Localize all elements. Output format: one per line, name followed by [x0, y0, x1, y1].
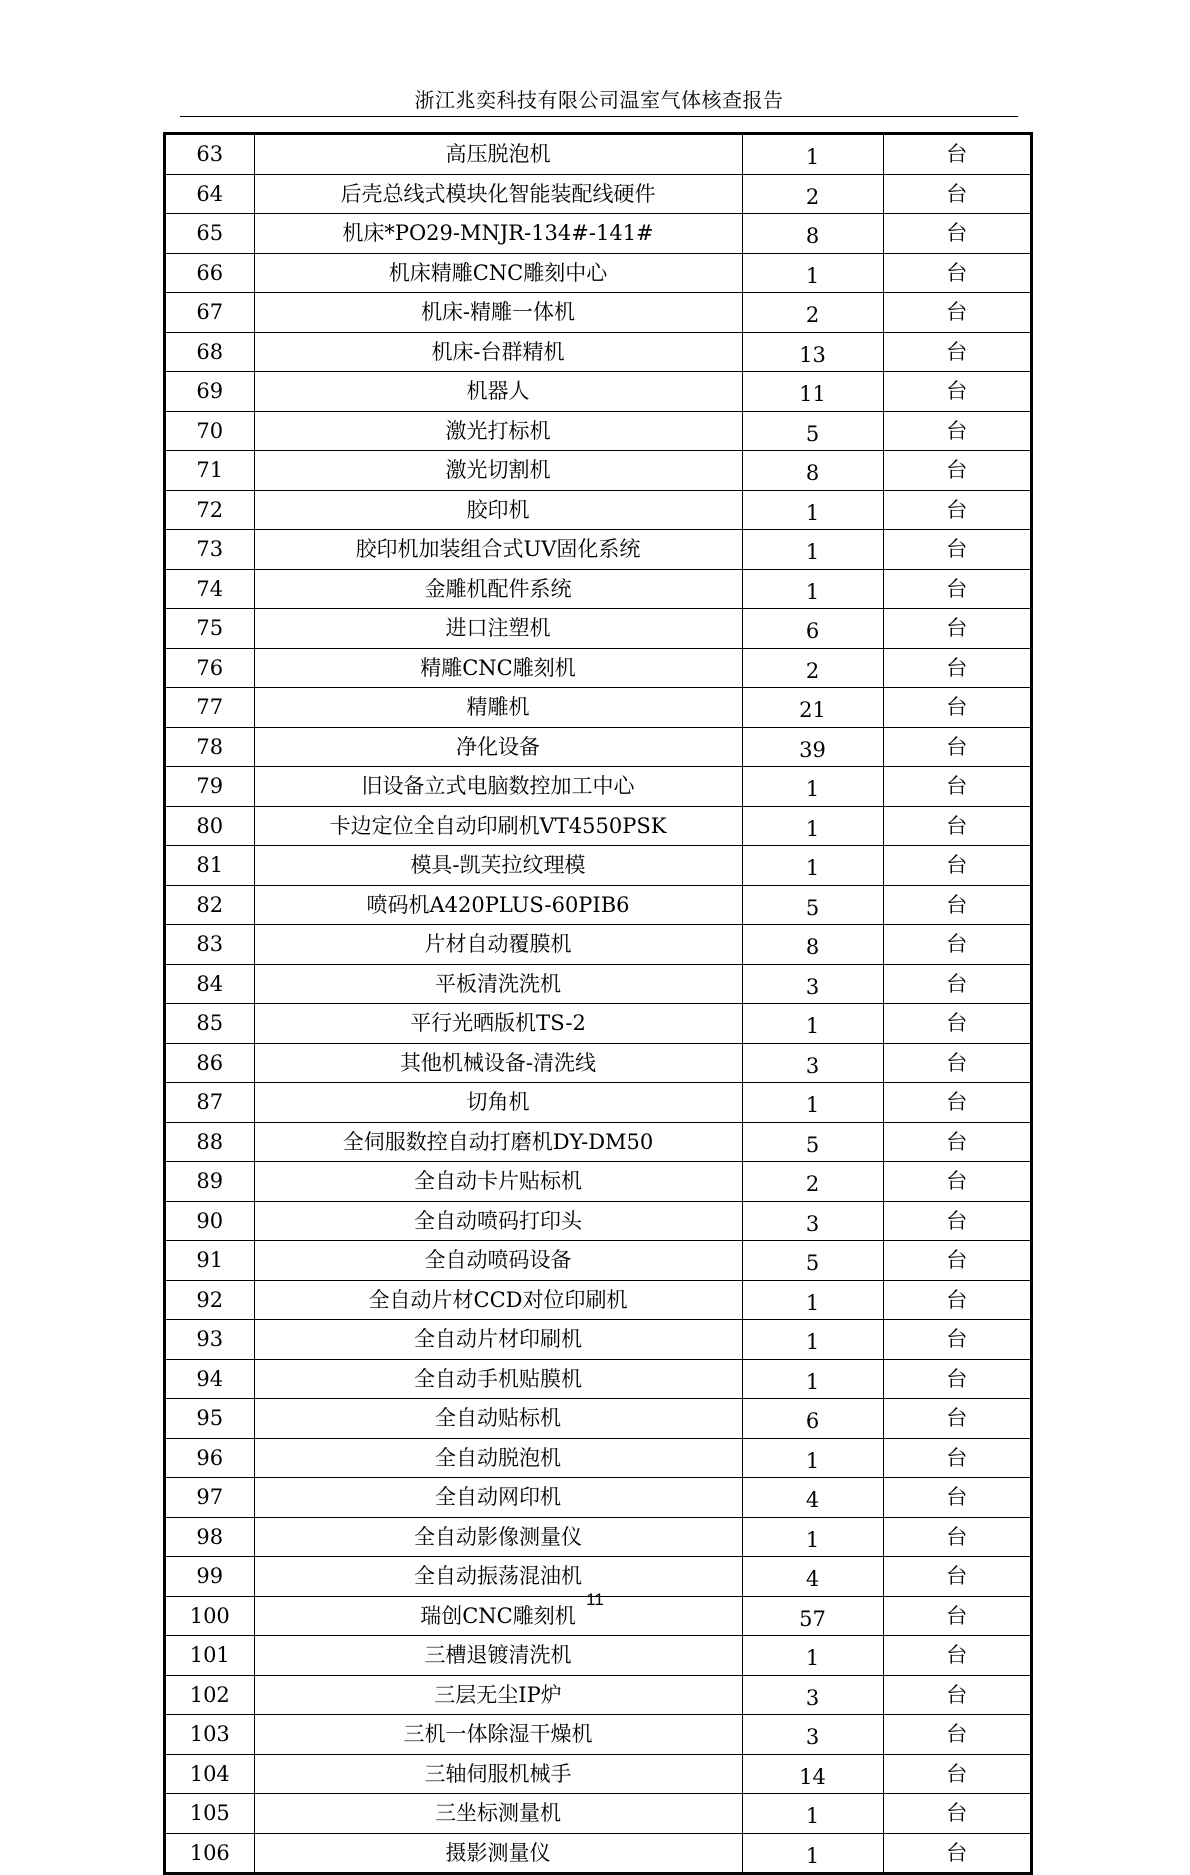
- unit-cell: 台: [883, 253, 1030, 293]
- table-row: [166, 451, 1030, 491]
- equipment-name-cell: 全自动振荡混油机: [254, 1557, 742, 1597]
- table-row: [166, 1359, 1030, 1399]
- row-number-cell: 77: [166, 688, 254, 728]
- equipment-name-cell: 全自动贴标机: [254, 1399, 742, 1439]
- row-number-cell: 64: [166, 174, 254, 214]
- table-row: [166, 1675, 1030, 1715]
- row-number-cell: 97: [166, 1478, 254, 1518]
- equipment-name-cell: 其他机械设备-清洗线: [254, 1043, 742, 1083]
- unit-cell: 台: [883, 1715, 1030, 1755]
- table-row: [166, 648, 1030, 688]
- equipment-name-cell: 三坐标测量机: [254, 1794, 742, 1834]
- table-row: [166, 1201, 1030, 1241]
- equipment-name-cell: 片材自动覆膜机: [254, 925, 742, 965]
- row-number-cell: 76: [166, 648, 254, 688]
- quantity-cell: 1: [742, 1636, 883, 1676]
- equipment-name-cell: 三轴伺服机械手: [254, 1754, 742, 1794]
- unit-cell: 台: [883, 1517, 1030, 1557]
- quantity-cell: 1: [742, 135, 883, 174]
- table-row: [166, 372, 1030, 412]
- unit-cell: 台: [883, 530, 1030, 570]
- equipment-name-cell: 摄影测量仪: [254, 1833, 742, 1872]
- row-number-cell: 79: [166, 767, 254, 807]
- table-row: [166, 214, 1030, 254]
- unit-cell: 台: [883, 609, 1030, 649]
- unit-cell: 台: [883, 451, 1030, 491]
- equipment-name-cell: 胶印机: [254, 490, 742, 530]
- table-row: [166, 1517, 1030, 1557]
- equipment-name-cell: 机床-台群精机: [254, 332, 742, 372]
- table-row: [166, 332, 1030, 372]
- table-row: [166, 688, 1030, 728]
- table-row: [166, 530, 1030, 570]
- quantity-cell: 5: [742, 1122, 883, 1162]
- unit-cell: 台: [883, 964, 1030, 1004]
- quantity-cell: 3: [742, 1715, 883, 1755]
- quantity-cell: 5: [742, 1241, 883, 1281]
- table-row: [166, 1438, 1030, 1478]
- equipment-name-cell: 机床-精雕一体机: [254, 293, 742, 333]
- quantity-cell: 1: [742, 846, 883, 886]
- equipment-name-cell: 全自动喷码设备: [254, 1241, 742, 1281]
- unit-cell: 台: [883, 846, 1030, 886]
- row-number-cell: 91: [166, 1241, 254, 1281]
- row-number-cell: 66: [166, 253, 254, 293]
- equipment-name-cell: 金雕机配件系统: [254, 569, 742, 609]
- unit-cell: 台: [883, 1280, 1030, 1320]
- equipment-name-cell: 后壳总线式模块化智能装配线硬件: [254, 174, 742, 214]
- equipment-name-cell: 全自动片材印刷机: [254, 1320, 742, 1360]
- unit-cell: 台: [883, 1833, 1030, 1872]
- row-number-cell: 75: [166, 609, 254, 649]
- row-number-cell: 92: [166, 1280, 254, 1320]
- row-number-cell: 71: [166, 451, 254, 491]
- quantity-cell: 1: [742, 1320, 883, 1360]
- equipment-name-cell: 净化设备: [254, 727, 742, 767]
- equipment-table-body: [166, 135, 1030, 1872]
- quantity-cell: 1: [742, 1083, 883, 1123]
- equipment-name-cell: 卡边定位全自动印刷机VT4550PSK: [254, 806, 742, 846]
- quantity-cell: 1: [742, 806, 883, 846]
- quantity-cell: 1: [742, 569, 883, 609]
- unit-cell: 台: [883, 1162, 1030, 1202]
- quantity-cell: 1: [742, 1004, 883, 1044]
- equipment-name-cell: 全自动喷码打印头: [254, 1201, 742, 1241]
- table-row: [166, 1241, 1030, 1281]
- row-number-cell: 101: [166, 1636, 254, 1676]
- row-number-cell: 69: [166, 372, 254, 412]
- unit-cell: 台: [883, 1596, 1030, 1636]
- unit-cell: 台: [883, 135, 1030, 174]
- row-number-cell: 73: [166, 530, 254, 570]
- unit-cell: 台: [883, 1438, 1030, 1478]
- unit-cell: 台: [883, 806, 1030, 846]
- table-row: [166, 174, 1030, 214]
- unit-cell: 台: [883, 1320, 1030, 1360]
- equipment-name-cell: 全伺服数控自动打磨机DY-DM50: [254, 1122, 742, 1162]
- unit-cell: 台: [883, 767, 1030, 807]
- quantity-cell: 4: [742, 1478, 883, 1518]
- row-number-cell: 65: [166, 214, 254, 254]
- quantity-cell: 2: [742, 648, 883, 688]
- quantity-cell: 1: [742, 490, 883, 530]
- equipment-name-cell: 机床*PO29-MNJR-134#-141#: [254, 214, 742, 254]
- equipment-name-cell: 胶印机加装组合式UV固化系统: [254, 530, 742, 570]
- equipment-name-cell: 三槽退镀清洗机: [254, 1636, 742, 1676]
- table-row: [166, 925, 1030, 965]
- row-number-cell: 98: [166, 1517, 254, 1557]
- row-number-cell: 102: [166, 1675, 254, 1715]
- equipment-name-cell: 瑞创CNC雕刻机: [254, 1596, 742, 1636]
- equipment-name-cell: 喷码机A420PLUS-60PIB6: [254, 885, 742, 925]
- equipment-table: [163, 132, 1033, 1875]
- quantity-cell: 5: [742, 411, 883, 451]
- quantity-cell: 6: [742, 609, 883, 649]
- quantity-cell: 1: [742, 253, 883, 293]
- row-number-cell: 87: [166, 1083, 254, 1123]
- unit-cell: 台: [883, 569, 1030, 609]
- quantity-cell: 6: [742, 1399, 883, 1439]
- quantity-cell: 1: [742, 767, 883, 807]
- row-number-cell: 83: [166, 925, 254, 965]
- quantity-cell: 8: [742, 925, 883, 965]
- equipment-name-cell: 三层无尘IP炉: [254, 1675, 742, 1715]
- row-number-cell: 105: [166, 1794, 254, 1834]
- equipment-name-cell: 全自动片材CCD对位印刷机: [254, 1280, 742, 1320]
- row-number-cell: 82: [166, 885, 254, 925]
- quantity-cell: 8: [742, 214, 883, 254]
- table-row: [166, 1399, 1030, 1439]
- table-row: [166, 569, 1030, 609]
- table-row: [166, 767, 1030, 807]
- quantity-cell: 14: [742, 1754, 883, 1794]
- table-row: [166, 885, 1030, 925]
- unit-cell: 台: [883, 293, 1030, 333]
- table-row: [166, 727, 1030, 767]
- row-number-cell: 106: [166, 1833, 254, 1872]
- equipment-name-cell: 精雕CNC雕刻机: [254, 648, 742, 688]
- unit-cell: 台: [883, 1636, 1030, 1676]
- unit-cell: 台: [883, 1201, 1030, 1241]
- equipment-name-cell: 精雕机: [254, 688, 742, 728]
- unit-cell: 台: [883, 925, 1030, 965]
- table-row: [166, 1794, 1030, 1834]
- equipment-name-cell: 高压脱泡机: [254, 135, 742, 174]
- quantity-cell: 11: [742, 372, 883, 412]
- unit-cell: 台: [883, 1083, 1030, 1123]
- table-row: [166, 1083, 1030, 1123]
- row-number-cell: 95: [166, 1399, 254, 1439]
- table-row: [166, 253, 1030, 293]
- row-number-cell: 81: [166, 846, 254, 886]
- row-number-cell: 103: [166, 1715, 254, 1755]
- equipment-name-cell: 模具-凯芙拉纹理模: [254, 846, 742, 886]
- unit-cell: 台: [883, 1043, 1030, 1083]
- page-number: 11: [586, 1590, 604, 1609]
- table-row: [166, 135, 1030, 174]
- quantity-cell: 3: [742, 964, 883, 1004]
- quantity-cell: 2: [742, 1162, 883, 1202]
- unit-cell: 台: [883, 1359, 1030, 1399]
- quantity-cell: 21: [742, 688, 883, 728]
- equipment-name-cell: 切角机: [254, 1083, 742, 1123]
- equipment-name-cell: 激光打标机: [254, 411, 742, 451]
- unit-cell: 台: [883, 1004, 1030, 1044]
- table-row: [166, 1754, 1030, 1794]
- quantity-cell: 2: [742, 174, 883, 214]
- quantity-cell: 1: [742, 1280, 883, 1320]
- row-number-cell: 89: [166, 1162, 254, 1202]
- row-number-cell: 63: [166, 135, 254, 174]
- quantity-cell: 1: [742, 1438, 883, 1478]
- quantity-cell: 1: [742, 1359, 883, 1399]
- quantity-cell: 1: [742, 1517, 883, 1557]
- row-number-cell: 100: [166, 1596, 254, 1636]
- quantity-cell: 1: [742, 530, 883, 570]
- unit-cell: 台: [883, 885, 1030, 925]
- row-number-cell: 90: [166, 1201, 254, 1241]
- equipment-name-cell: 全自动脱泡机: [254, 1438, 742, 1478]
- row-number-cell: 88: [166, 1122, 254, 1162]
- row-number-cell: 84: [166, 964, 254, 1004]
- quantity-cell: 39: [742, 727, 883, 767]
- row-number-cell: 70: [166, 411, 254, 451]
- equipment-name-cell: 激光切割机: [254, 451, 742, 491]
- unit-cell: 台: [883, 214, 1030, 254]
- equipment-name-cell: 进口注塑机: [254, 609, 742, 649]
- row-number-cell: 86: [166, 1043, 254, 1083]
- table-row: [166, 1162, 1030, 1202]
- equipment-name-cell: 机器人: [254, 372, 742, 412]
- unit-cell: 台: [883, 1122, 1030, 1162]
- unit-cell: 台: [883, 411, 1030, 451]
- unit-cell: 台: [883, 1399, 1030, 1439]
- table-row: [166, 964, 1030, 1004]
- quantity-cell: 8: [742, 451, 883, 491]
- equipment-name-cell: 平板清洗洗机: [254, 964, 742, 1004]
- row-number-cell: 72: [166, 490, 254, 530]
- unit-cell: 台: [883, 1675, 1030, 1715]
- quantity-cell: 5: [742, 885, 883, 925]
- quantity-cell: 1: [742, 1833, 883, 1872]
- quantity-cell: 13: [742, 332, 883, 372]
- equipment-name-cell: 全自动影像测量仪: [254, 1517, 742, 1557]
- row-number-cell: 68: [166, 332, 254, 372]
- unit-cell: 台: [883, 1754, 1030, 1794]
- row-number-cell: 99: [166, 1557, 254, 1597]
- row-number-cell: 74: [166, 569, 254, 609]
- quantity-cell: 57: [742, 1596, 883, 1636]
- unit-cell: 台: [883, 1794, 1030, 1834]
- table-row: [166, 1715, 1030, 1755]
- unit-cell: 台: [883, 490, 1030, 530]
- table-row: [166, 609, 1030, 649]
- table-row: [166, 1478, 1030, 1518]
- table-row: [166, 411, 1030, 451]
- table-row: [166, 806, 1030, 846]
- table-row: [166, 1043, 1030, 1083]
- row-number-cell: 80: [166, 806, 254, 846]
- unit-cell: 台: [883, 174, 1030, 214]
- equipment-name-cell: 平行光晒版机TS-2: [254, 1004, 742, 1044]
- quantity-cell: 3: [742, 1675, 883, 1715]
- equipment-name-cell: 三机一体除湿干燥机: [254, 1715, 742, 1755]
- equipment-name-cell: 全自动网印机: [254, 1478, 742, 1518]
- row-number-cell: 94: [166, 1359, 254, 1399]
- header-divider: [180, 116, 1018, 117]
- row-number-cell: 78: [166, 727, 254, 767]
- unit-cell: 台: [883, 1557, 1030, 1597]
- table-row: [166, 1004, 1030, 1044]
- row-number-cell: 93: [166, 1320, 254, 1360]
- quantity-cell: 4: [742, 1557, 883, 1597]
- table-row: [166, 490, 1030, 530]
- table-row: [166, 1320, 1030, 1360]
- table-row: [166, 1833, 1030, 1872]
- row-number-cell: 104: [166, 1754, 254, 1794]
- quantity-cell: 3: [742, 1043, 883, 1083]
- equipment-name-cell: 全自动卡片贴标机: [254, 1162, 742, 1202]
- table-row: [166, 846, 1030, 886]
- unit-cell: 台: [883, 688, 1030, 728]
- quantity-cell: 1: [742, 1794, 883, 1834]
- row-number-cell: 85: [166, 1004, 254, 1044]
- quantity-cell: 2: [742, 293, 883, 333]
- unit-cell: 台: [883, 727, 1030, 767]
- unit-cell: 台: [883, 648, 1030, 688]
- equipment-name-cell: 机床精雕CNC雕刻中心: [254, 253, 742, 293]
- unit-cell: 台: [883, 372, 1030, 412]
- row-number-cell: 67: [166, 293, 254, 333]
- equipment-name-cell: 旧设备立式电脑数控加工中心: [254, 767, 742, 807]
- unit-cell: 台: [883, 1478, 1030, 1518]
- table-row: [166, 1280, 1030, 1320]
- table-row: [166, 293, 1030, 333]
- row-number-cell: 96: [166, 1438, 254, 1478]
- table-row: [166, 1122, 1030, 1162]
- quantity-cell: 3: [742, 1201, 883, 1241]
- table-row: [166, 1636, 1030, 1676]
- unit-cell: 台: [883, 332, 1030, 372]
- unit-cell: 台: [883, 1241, 1030, 1281]
- report-header-title: 浙江兆奕科技有限公司温室气体核查报告: [414, 88, 784, 112]
- equipment-name-cell: 全自动手机贴膜机: [254, 1359, 742, 1399]
